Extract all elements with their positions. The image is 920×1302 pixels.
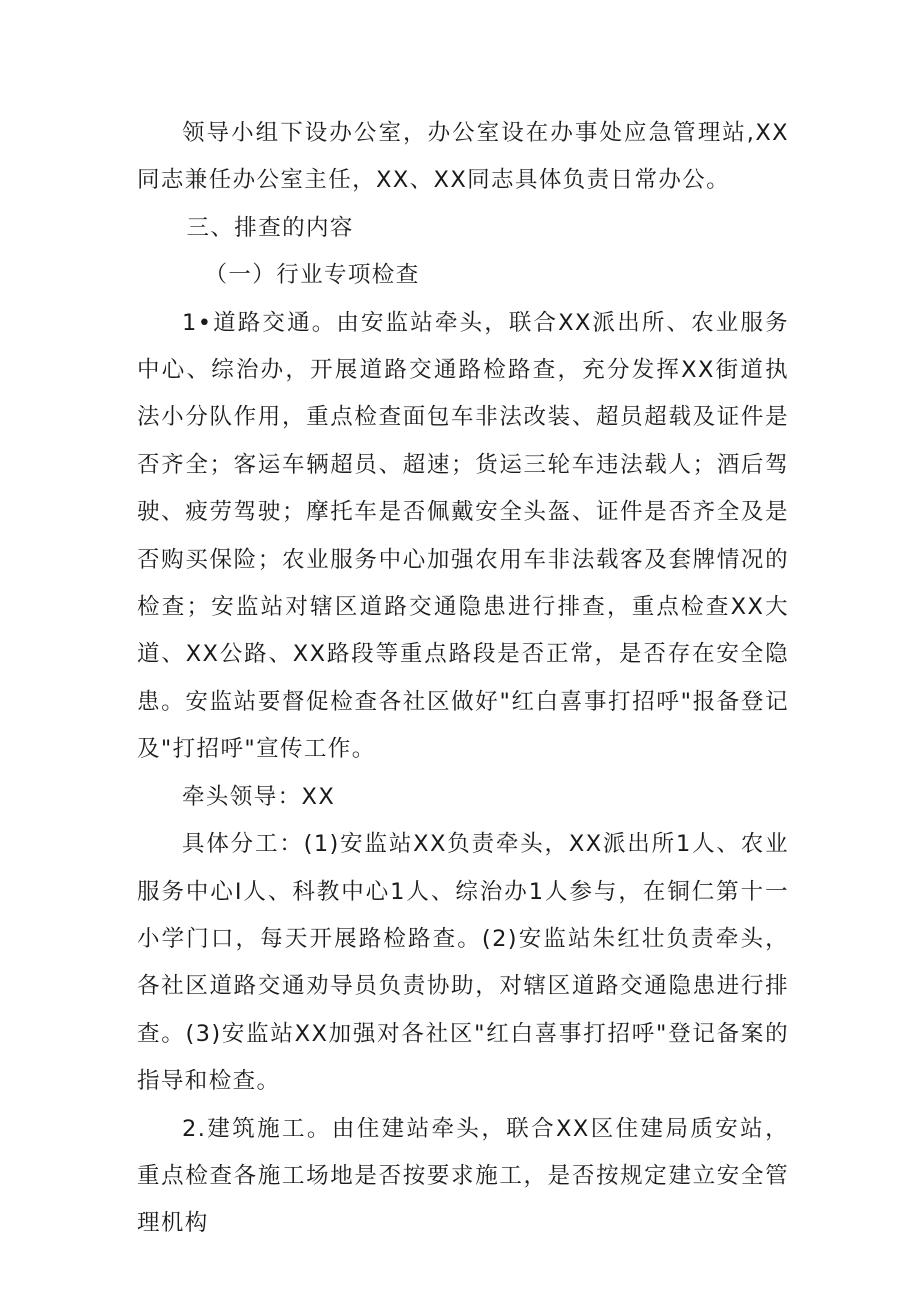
paragraph-lead-leader: 牵头领导：XX: [182, 783, 336, 810]
section-heading-inspection-content: 三、排查的内容: [186, 214, 354, 241]
document-body: [137, 110, 789, 1248]
paragraph-division-of-work: 具体分工：(1)安监站XX负责牵头，XX派出所1人、农业服务中心I人、科教中心1人、综治办1人参与，在铜仁第十一小学门口，每天开展路检路查。(2)安监站朱红壮负责牵头，各社区道路交通劝导员负责协助，对辖区道路交通隐患进行排查。(3)安监站XX加强对各社区"红白喜事打招呼"登记备案的指导和检查。: [137, 831, 789, 1095]
paragraph-office-setup: 领导小组下设办公室，办公室设在办事处应急管理站,XX同志兼任办公室主任，XX、XX同志具体负责日常办公。: [137, 120, 789, 194]
paragraph-road-traffic: 1•道路交通。由安监站牵头，联合XX派出所、农业服务中心、综治办，开展道路交通路检路查，充分发挥XX街道执法小分队作用，重点检查面包车非法改装、超员超载及证件是否齐全；客运车辆超员、超速；货运三轮车违法载人；酒后驾驶、疲劳驾驶；摩托车是否佩戴安全头盔、证件是否齐全及是否购买保险；农业服务中心加强农用车非法载客及套牌情况的检查；安监站对辖区道路交通隐患进行排查，重点检查XX大道、XX公路、XX路段等重点路段是否正常，是否存在安全隐患。安监站要督促检查各社区做好"红白喜事打招呼"报备登记及"打招呼"宣传工作。: [137, 309, 789, 763]
subsection-heading-industry-inspection: （一）行业专项检查: [204, 262, 420, 289]
paragraph-construction: 2.建筑施工。由住建站牵头，联合XX区住建局质安站，重点检查各施工场地是否按要求施工，是否按规定建立安全管理机构: [137, 1115, 789, 1237]
